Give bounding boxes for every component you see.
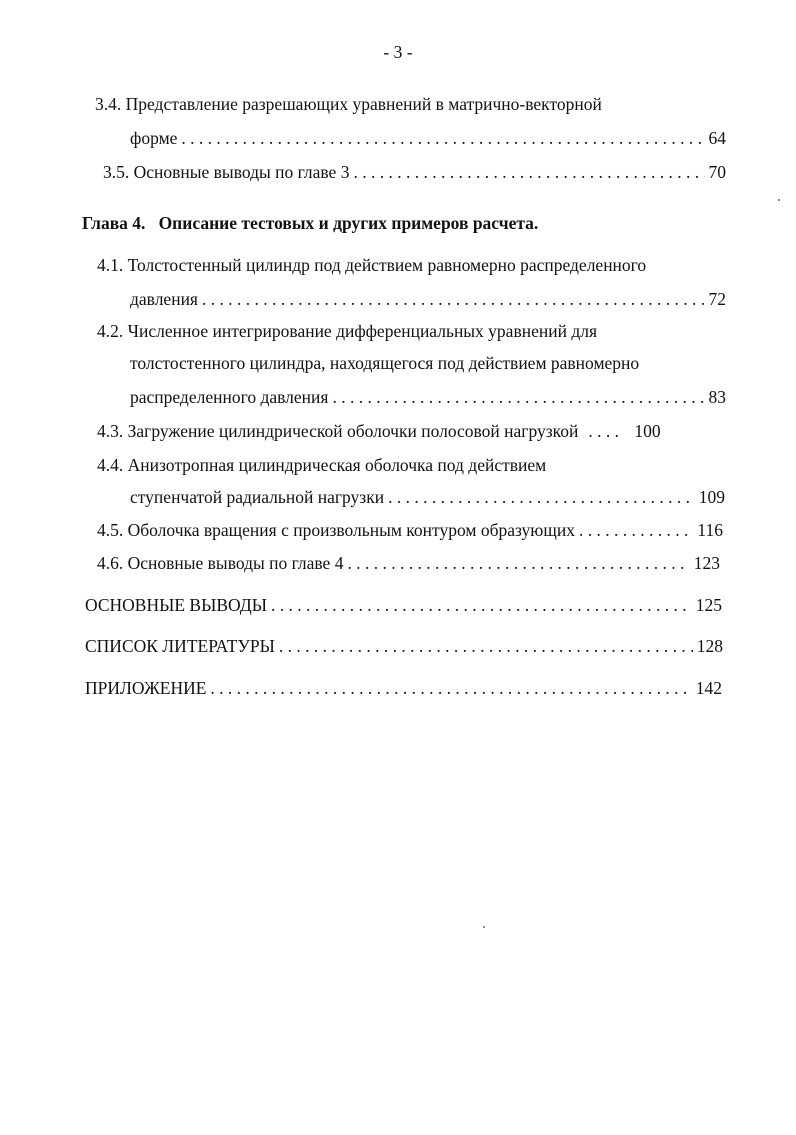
entry-title: Основные выводы по главе 3: [133, 162, 350, 182]
leader-dots: [347, 552, 689, 574]
entry-title: Основные выводы по главе 4: [127, 553, 344, 573]
leader-dots: [388, 486, 695, 508]
chapter-4-heading: [82, 212, 538, 234]
entry-number: 3.4.: [95, 94, 122, 114]
scan-speck: [483, 926, 485, 928]
page-number: - 3 -: [383, 42, 413, 62]
toc-entry-4-4-line1: [97, 454, 546, 476]
chapter-label: Глава 4.: [82, 213, 146, 233]
toc-entry-4-1-line1: [97, 254, 646, 276]
section-page: 128: [696, 636, 723, 656]
toc-section-references: [85, 635, 723, 657]
section-title: СПИСОК ЛИТЕРАТУРЫ: [85, 636, 275, 656]
section-page: 142: [695, 678, 722, 698]
entry-number: 4.5.: [97, 520, 124, 540]
toc-entry-4-6: [97, 552, 720, 574]
toc-entry-3-4-last: [130, 127, 726, 149]
scan-speck: [778, 199, 780, 201]
leader-dots: [353, 161, 704, 183]
section-page: 125: [695, 595, 722, 615]
leader-dots: [271, 594, 692, 616]
entry-title: Оболочка вращения с произвольным контуром образующих: [127, 520, 575, 540]
section-title: ПРИЛОЖЕНИЕ: [85, 678, 207, 698]
toc-entry-4-2-line2: толстостенного цилиндра, находящегося под действием равномерно: [130, 353, 640, 373]
entry-title: ступенчатой радиальной нагрузки: [130, 487, 385, 507]
entry-title: распределенного давления: [130, 387, 329, 407]
entry-page: 109: [698, 487, 725, 507]
entry-page: 72: [708, 289, 726, 309]
entry-number: 4.1.: [97, 255, 124, 275]
toc-section-appendix: [85, 677, 722, 699]
toc-section-conclusions: [85, 594, 722, 616]
toc-entry-4-1-last: [130, 288, 726, 310]
entry-number: 3.5.: [103, 162, 130, 182]
entry-number: 4.6.: [97, 553, 124, 573]
entry-title: Представление разрешающих уравнений в матрично-векторной: [125, 94, 602, 114]
leader-dots: [279, 635, 693, 657]
toc-entry-4-4-last: [130, 486, 725, 508]
entry-number: 4.3.: [97, 421, 124, 441]
entry-number: 4.4.: [97, 455, 124, 475]
entry-number: 4.2.: [97, 321, 124, 341]
leader-dots: [332, 386, 704, 408]
entry-page: 123: [693, 553, 720, 573]
entry-page: 64: [708, 128, 726, 148]
entry-title: форме: [130, 128, 178, 148]
entry-page: 70: [708, 162, 726, 182]
chapter-title: Описание тестовых и других примеров расчета.: [158, 213, 539, 233]
leader-dots: [579, 519, 693, 541]
toc-entry-3-5: [103, 161, 726, 183]
entry-page: 116: [697, 520, 723, 540]
entry-title: Численное интегрирование дифференциальных уравнений для: [127, 321, 598, 341]
toc-entry-4-3: [97, 420, 720, 442]
toc-entry-3-4-line1: [95, 93, 602, 115]
entry-title: Толстостенный цилиндр под действием равномерно распределенного: [127, 255, 647, 275]
leader-dots: [202, 288, 705, 310]
toc-entry-4-2-last: [130, 386, 726, 408]
toc-entry-4-5: [97, 519, 723, 541]
leader-dots: [588, 420, 624, 442]
leader-dots: [210, 677, 691, 699]
entry-title: Анизотропная цилиндрическая оболочка под действием: [127, 455, 547, 475]
section-title: ОСНОВНЫЕ ВЫВОДЫ: [85, 595, 268, 615]
entry-page: 83: [708, 387, 726, 407]
entry-page: 100: [634, 421, 661, 441]
leader-dots: [181, 127, 704, 149]
entry-title: Загружение цилиндрической оболочки полосовой нагрузкой: [127, 421, 579, 441]
toc-entry-4-2-line1: [97, 320, 597, 342]
entry-title: давления: [130, 289, 198, 309]
